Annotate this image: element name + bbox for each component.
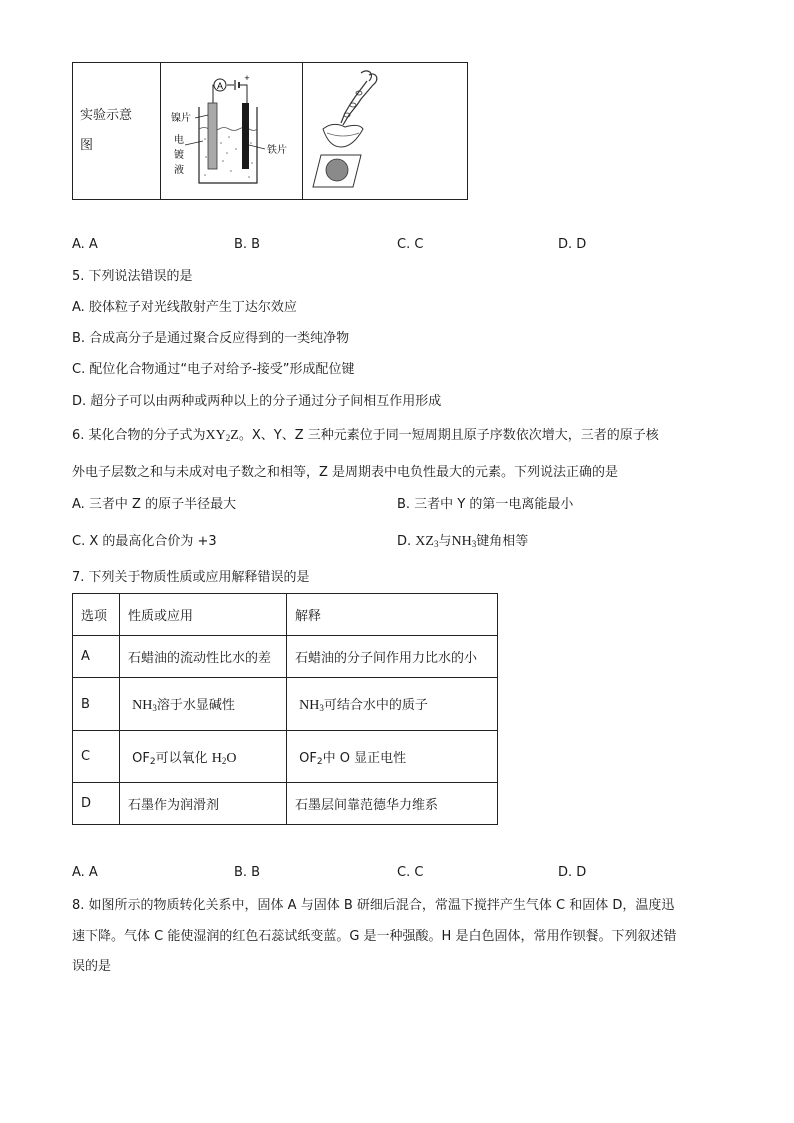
experiment-label-line1: 实验示意 <box>80 108 133 123</box>
electrolyte-label-3: 液 <box>174 165 184 176</box>
header-property: 性质或应用 <box>120 594 287 636</box>
row-c-exp-formula <box>299 751 322 766</box>
row-b-exp-nh: NH <box>299 698 320 713</box>
row-b-property <box>120 678 287 731</box>
nickel-label: 镍片 <box>171 113 191 124</box>
row-a-option: A <box>73 636 120 678</box>
q5-option-c[interactable]: C. 配位化合物通过“电子对给予-接受”形成配位键 <box>72 362 355 377</box>
ammeter-symbol: A <box>216 81 224 91</box>
nickel-plate <box>208 103 217 169</box>
row-c-hsub: 2 <box>221 755 227 766</box>
row-a-property: 石蜡油的流动性比水的差 <box>120 636 287 678</box>
row-a-explanation: 石蜡油的分子间作用力比水的小 <box>287 636 498 678</box>
q7-option-c[interactable]: C. C <box>397 865 424 880</box>
electrolyte-label-1: 电 <box>174 135 184 146</box>
row-b-exp-sub: 3 <box>319 703 324 713</box>
row-c-property <box>120 731 287 783</box>
row-d-option: D <box>73 783 120 825</box>
q8-stem-line2: 速下降。气体 C 能使湿润的红色石蕊试纸变蓝。G 是一种强酸。H 是白色固体，常用作钡餐。下列叙述错 <box>72 929 677 944</box>
row-b-nh: NH <box>132 698 153 713</box>
q5-stem: 5. 下列说法错误的是 <box>72 269 193 284</box>
table-row <box>73 731 498 783</box>
table-row <box>73 636 498 678</box>
q7-option-d[interactable]: D. D <box>558 865 587 880</box>
q7-option-a[interactable]: A. A <box>72 865 98 880</box>
electroplating-diagram <box>161 63 302 195</box>
header-option: 选项 <box>73 594 120 636</box>
crucible-tongs-diagram <box>303 63 476 195</box>
q6-option-b[interactable]: B. 三者中 Y 的第一电离能最小 <box>397 497 574 512</box>
experiment-label-line2: 图 <box>80 138 94 153</box>
q4-option-a[interactable]: A. A <box>72 237 98 252</box>
q7-stem: 7. 下列关于物质性质或应用解释错误的是 <box>72 570 310 585</box>
experiment-label-cell <box>73 63 161 200</box>
row-b-option: B <box>73 678 120 731</box>
q6-d-xz: XZ <box>415 534 434 549</box>
row-c-formula <box>132 751 155 766</box>
electrolyte-label-2: 镀 <box>174 150 184 161</box>
q5-option-a[interactable]: A. 胶体粒子对光线散射产生丁达尔效应 <box>72 300 297 315</box>
iron-plate <box>242 103 249 169</box>
electroplating-diagram-cell <box>161 63 303 200</box>
tongs-icon <box>361 71 377 85</box>
q5-option-d[interactable]: D. 超分子可以由两种或两种以上的分子通过分子间相互作用形成 <box>72 394 442 409</box>
table-row <box>73 678 498 731</box>
q6-formula-sub: 2 <box>225 433 231 443</box>
q6-stem-line2: 外电子层数之和与未成对电子数之和相等，Z 是周期表中电负性最大的元素。下列说法正确的是 <box>72 465 619 480</box>
q6-stem-pre: 6. 某化合物的分子式为 <box>72 428 206 443</box>
experiment-table <box>72 62 468 200</box>
q6-option-d[interactable] <box>397 533 528 551</box>
q6-d-formula2 <box>451 534 476 549</box>
q6-d-sub3: 3 <box>433 539 439 549</box>
q4-option-b[interactable]: B. B <box>234 237 261 252</box>
battery-sign: + <box>244 73 250 83</box>
row-c-sub: 2 <box>149 756 156 767</box>
q6-option-c[interactable]: C. X 的最高化合价为 +3 <box>72 534 217 549</box>
row-c-exp-of: OF <box>299 751 317 766</box>
q6-d-mid: 与 <box>438 534 452 549</box>
row-d-property: 石墨作为润滑剂 <box>120 783 287 825</box>
row-c-exp-text: 中 O 显正电性 <box>322 751 407 766</box>
row-c-o: O <box>226 750 237 766</box>
combustion-diagram-cell <box>303 63 468 200</box>
row-c-h: H <box>211 750 222 766</box>
q6-d-nh: NH <box>451 534 472 549</box>
table-header-row <box>73 594 498 636</box>
q6-formula-xy: XY <box>205 428 226 443</box>
row-c-option: C <box>73 731 120 783</box>
q6-stem-line1 <box>72 427 659 445</box>
q5-option-b[interactable]: B. 合成高分子是通过聚合反应得到的一类纯净物 <box>72 331 350 346</box>
q6-d-formula1 <box>415 534 438 549</box>
q4-option-c[interactable]: C. C <box>397 237 424 252</box>
row-c-water <box>212 751 237 766</box>
q6-stem-post: 。X、Y、Z 三种元素位于同一短周期且原子序数依次增大，三者的原子核 <box>238 428 659 443</box>
row-c-exp-sub: 2 <box>316 757 323 767</box>
q8-stem-line3: 误的是 <box>72 959 112 974</box>
q6-d-sub3b: 3 <box>471 539 477 549</box>
row-c-of: OF <box>132 750 150 766</box>
q8-stem-line1: 8. 如图所示的物质转化关系中，固体 A 与固体 B 研细后混合，常温下搅拌产生气体 C 和固体 D，温度迅 <box>72 898 675 913</box>
row-c-prop-text: 可以氧化 <box>155 750 208 766</box>
q6-d-pre: D. <box>397 534 412 549</box>
header-explanation: 解释 <box>287 594 498 636</box>
iron-label: 铁片 <box>267 145 287 156</box>
q6-d-post: 键角相等 <box>476 534 529 549</box>
q6-formula <box>206 428 239 443</box>
row-c-explanation <box>287 731 498 783</box>
q6-option-a[interactable]: A. 三者中 Z 的原子半径最大 <box>72 497 237 512</box>
row-b-exp-text: 可结合水中的质子 <box>323 698 428 713</box>
q7-option-b[interactable]: B. B <box>234 865 261 880</box>
product-icon <box>326 159 348 181</box>
table-row <box>73 783 498 825</box>
row-b-exp-formula <box>299 698 324 713</box>
q4-option-d[interactable]: D. D <box>558 237 587 252</box>
row-b-explanation <box>287 678 498 731</box>
row-b-formula <box>132 698 157 713</box>
property-table <box>72 593 498 825</box>
q6-formula-z: Z <box>230 428 239 443</box>
row-b-prop-text: 溶于水显碱性 <box>156 698 235 713</box>
row-b-sub: 3 <box>152 703 157 713</box>
row-d-explanation: 石墨层间靠范德华力维系 <box>287 783 498 825</box>
